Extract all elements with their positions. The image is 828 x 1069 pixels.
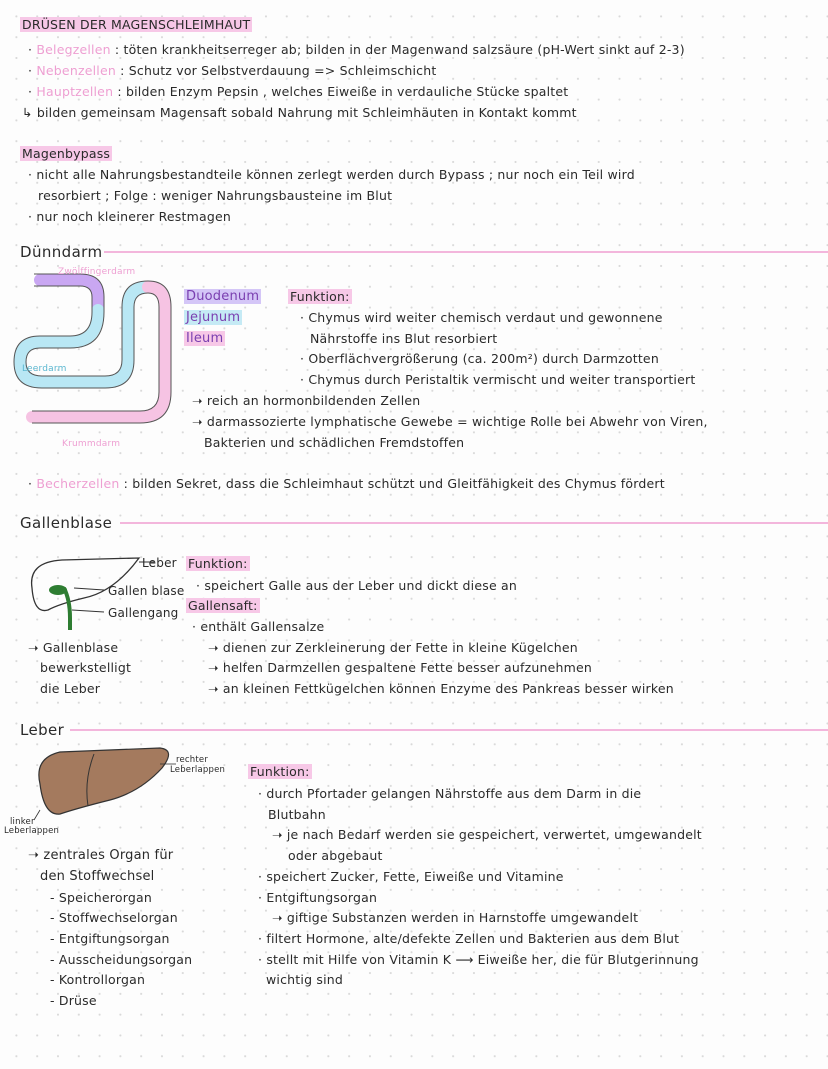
bypass-line-2: resorbiert ; Folge : weniger Nahrungsbausteine im Blut: [38, 188, 393, 203]
leber-funktion-5: ➝ giftige Substanzen werden in Harnstoffe umgewandelt: [272, 910, 639, 925]
term-hauptzellen: Hauptzellen: [36, 84, 114, 99]
leber-funktion-4: · Entgiftungsorgan: [258, 890, 378, 905]
term-becherzellen: Becherzellen: [36, 476, 120, 491]
section-ileum: Ileum: [186, 331, 224, 346]
liver-shape: [39, 748, 169, 814]
small-intestine-diagram: [10, 262, 170, 447]
gallensaft-3: ➝ helfen Darmzellen gespaltene Fette besser aufzunehmen: [208, 660, 592, 675]
drusen-item-nebenzellen: · Nebenzellen : Schutz vor Selbstverdauung => Schleimschicht: [28, 63, 437, 78]
section-duodenum: Duodenum: [186, 289, 260, 304]
leber-left-2: den Stoffwechsel: [40, 869, 155, 884]
organ-list-4: - Kontrollorgan: [50, 972, 146, 987]
gallbladder-shape: [49, 585, 67, 595]
label-linker-leberlappen-2: Leberlappen: [4, 826, 60, 836]
leber-funktion-7b: wichtig sind: [266, 972, 344, 987]
gallensaft-1: · enthält Gallensalze: [192, 619, 325, 634]
galle-funktion-label: Funktion:: [188, 556, 248, 571]
duenndarm-funktion-3: · Chymus durch Peristaltik vermischt und weiter transportiert: [300, 372, 696, 387]
organ-list-5: - Drüse: [50, 993, 97, 1008]
label-leber: Leber: [142, 556, 177, 570]
galle-left-3: die Leber: [40, 681, 101, 696]
leber-title: Leber: [20, 721, 65, 739]
bypass-line-3: · nur noch kleinerer Restmagen: [28, 209, 232, 224]
leber-divider: [70, 729, 828, 731]
gallensaft-2: ➝ dienen zur Zerkleinerung der Fette in kleine Kügelchen: [208, 640, 578, 655]
duenndarm-funktion-1: · Chymus wird weiter chemisch verdaut und gewonnene: [300, 310, 663, 325]
gallenblase-divider: [120, 522, 828, 524]
liver-diagram: [30, 744, 180, 824]
label-krummdarm: Krummdarm: [62, 439, 121, 449]
drusen-summary: ↳ bilden gemeinsam Magensaft sobald Nahrung mit Schleimhäuten in Kontakt kommt: [22, 105, 577, 120]
leber-funktion-2: ➝ je nach Bedarf werden sie gespeichert, verwertet, umgewandelt: [272, 827, 702, 842]
becherzellen-line: · Becherzellen : bilden Sekret, dass die Schleimhaut schützt und Gleitfähigkeit des Chymus fördert: [28, 476, 665, 491]
leber-funktion-3: · speichert Zucker, Fette, Eiweiße und Vitamine: [258, 869, 564, 884]
gallensaft-4: ➝ an kleinen Fettkügelchen können Enzyme des Pankreas besser wirken: [208, 681, 674, 696]
label-gallenblase: Gallen blase: [108, 584, 185, 598]
leber-funktion-label: Funktion:: [250, 764, 310, 779]
organ-list-1: - Stoffwechselorgan: [50, 910, 178, 925]
gallenblase-title: Gallenblase: [20, 514, 113, 532]
duenndarm-arrow-2b: Bakterien und schädlichen Fremdstoffen: [204, 435, 465, 450]
duenndarm-funktion-1b: Nährstoffe ins Blut resorbiert: [310, 331, 498, 346]
bile-duct: [64, 588, 70, 630]
duenndarm-divider: [104, 251, 828, 253]
label-zwoelffingerdarm: Zwölffingerdarm: [58, 267, 136, 277]
label-rechter-leberlappen-1: rechter: [176, 755, 209, 765]
duenndarm-title: Dünndarm: [20, 243, 103, 261]
label-leerdarm: Leerdarm: [22, 364, 67, 374]
label-rechter-leberlappen-2: Leberlappen: [170, 765, 226, 775]
gallensaft-label: Gallensaft:: [188, 598, 258, 613]
organ-list-3: - Ausscheidungsorgan: [50, 952, 193, 967]
drusen-item-belegzellen: · Belegzellen : töten krankheitserreger ab; bilden in der Magenwand salzsäure (pH-Wert sinkt auf 2-3): [28, 42, 685, 57]
section-jejunum: Jejunum: [186, 310, 241, 325]
term-belegzellen: Belegzellen: [36, 42, 111, 57]
duenndarm-arrow-2: ➝ darmassozierte lymphatische Gewebe = wichtige Rolle bei Abwehr von Viren,: [192, 414, 708, 429]
leber-funktion-6: · filtert Hormone, alte/defekte Zellen und Bakterien aus dem Blut: [258, 931, 680, 946]
duenndarm-funktion-2: · Oberflächvergrößerung (ca. 200m²) durch Darmzotten: [300, 351, 659, 366]
leber-funktion-7: · stellt mit Hilfe von Vitamin K ⟶ Eiweiße her, die für Blutgerinnung: [258, 952, 699, 967]
label-linker-leberlappen-1: linker: [10, 817, 35, 827]
drusen-title: DRÜSEN DER MAGENSCHLEIMHAUT: [22, 17, 251, 32]
label-gallengang: Gallengang: [108, 606, 179, 620]
drusen-item-hauptzellen: · Hauptzellen : bilden Enzym Pepsin , welches Eiweiße in verdauliche Stücke spaltet: [28, 84, 569, 99]
leber-funktion-2b: oder abgebaut: [288, 848, 383, 863]
duodenum-segment: [40, 280, 98, 310]
duenndarm-arrow-1: ➝ reich an hormonbildenden Zellen: [192, 393, 421, 408]
organ-list-0: - Speicherorgan: [50, 890, 152, 905]
term-nebenzellen: Nebenzellen: [36, 63, 116, 78]
organ-list-2: - Entgiftungsorgan: [50, 931, 170, 946]
duenndarm-funktion-label: Funktion:: [290, 289, 350, 304]
leber-left-1: ➝ zentrales Organ für: [28, 848, 174, 863]
galle-funktion-1: · speichert Galle aus der Leber und dickt diese an: [196, 578, 517, 593]
bypass-title: Magenbypass: [22, 146, 111, 161]
bypass-line-1: · nicht alle Nahrungsbestandteile können zerlegt werden durch Bypass ; nur noch ein Teil wird: [28, 167, 635, 182]
leber-funktion-1: · durch Pfortader gelangen Nährstoffe aus dem Darm in die: [258, 786, 642, 801]
galle-left-1: ➝ Gallenblase: [28, 640, 119, 655]
leber-funktion-1b: Blutbahn: [268, 807, 326, 822]
galle-left-2: bewerkstelligt: [40, 660, 132, 675]
